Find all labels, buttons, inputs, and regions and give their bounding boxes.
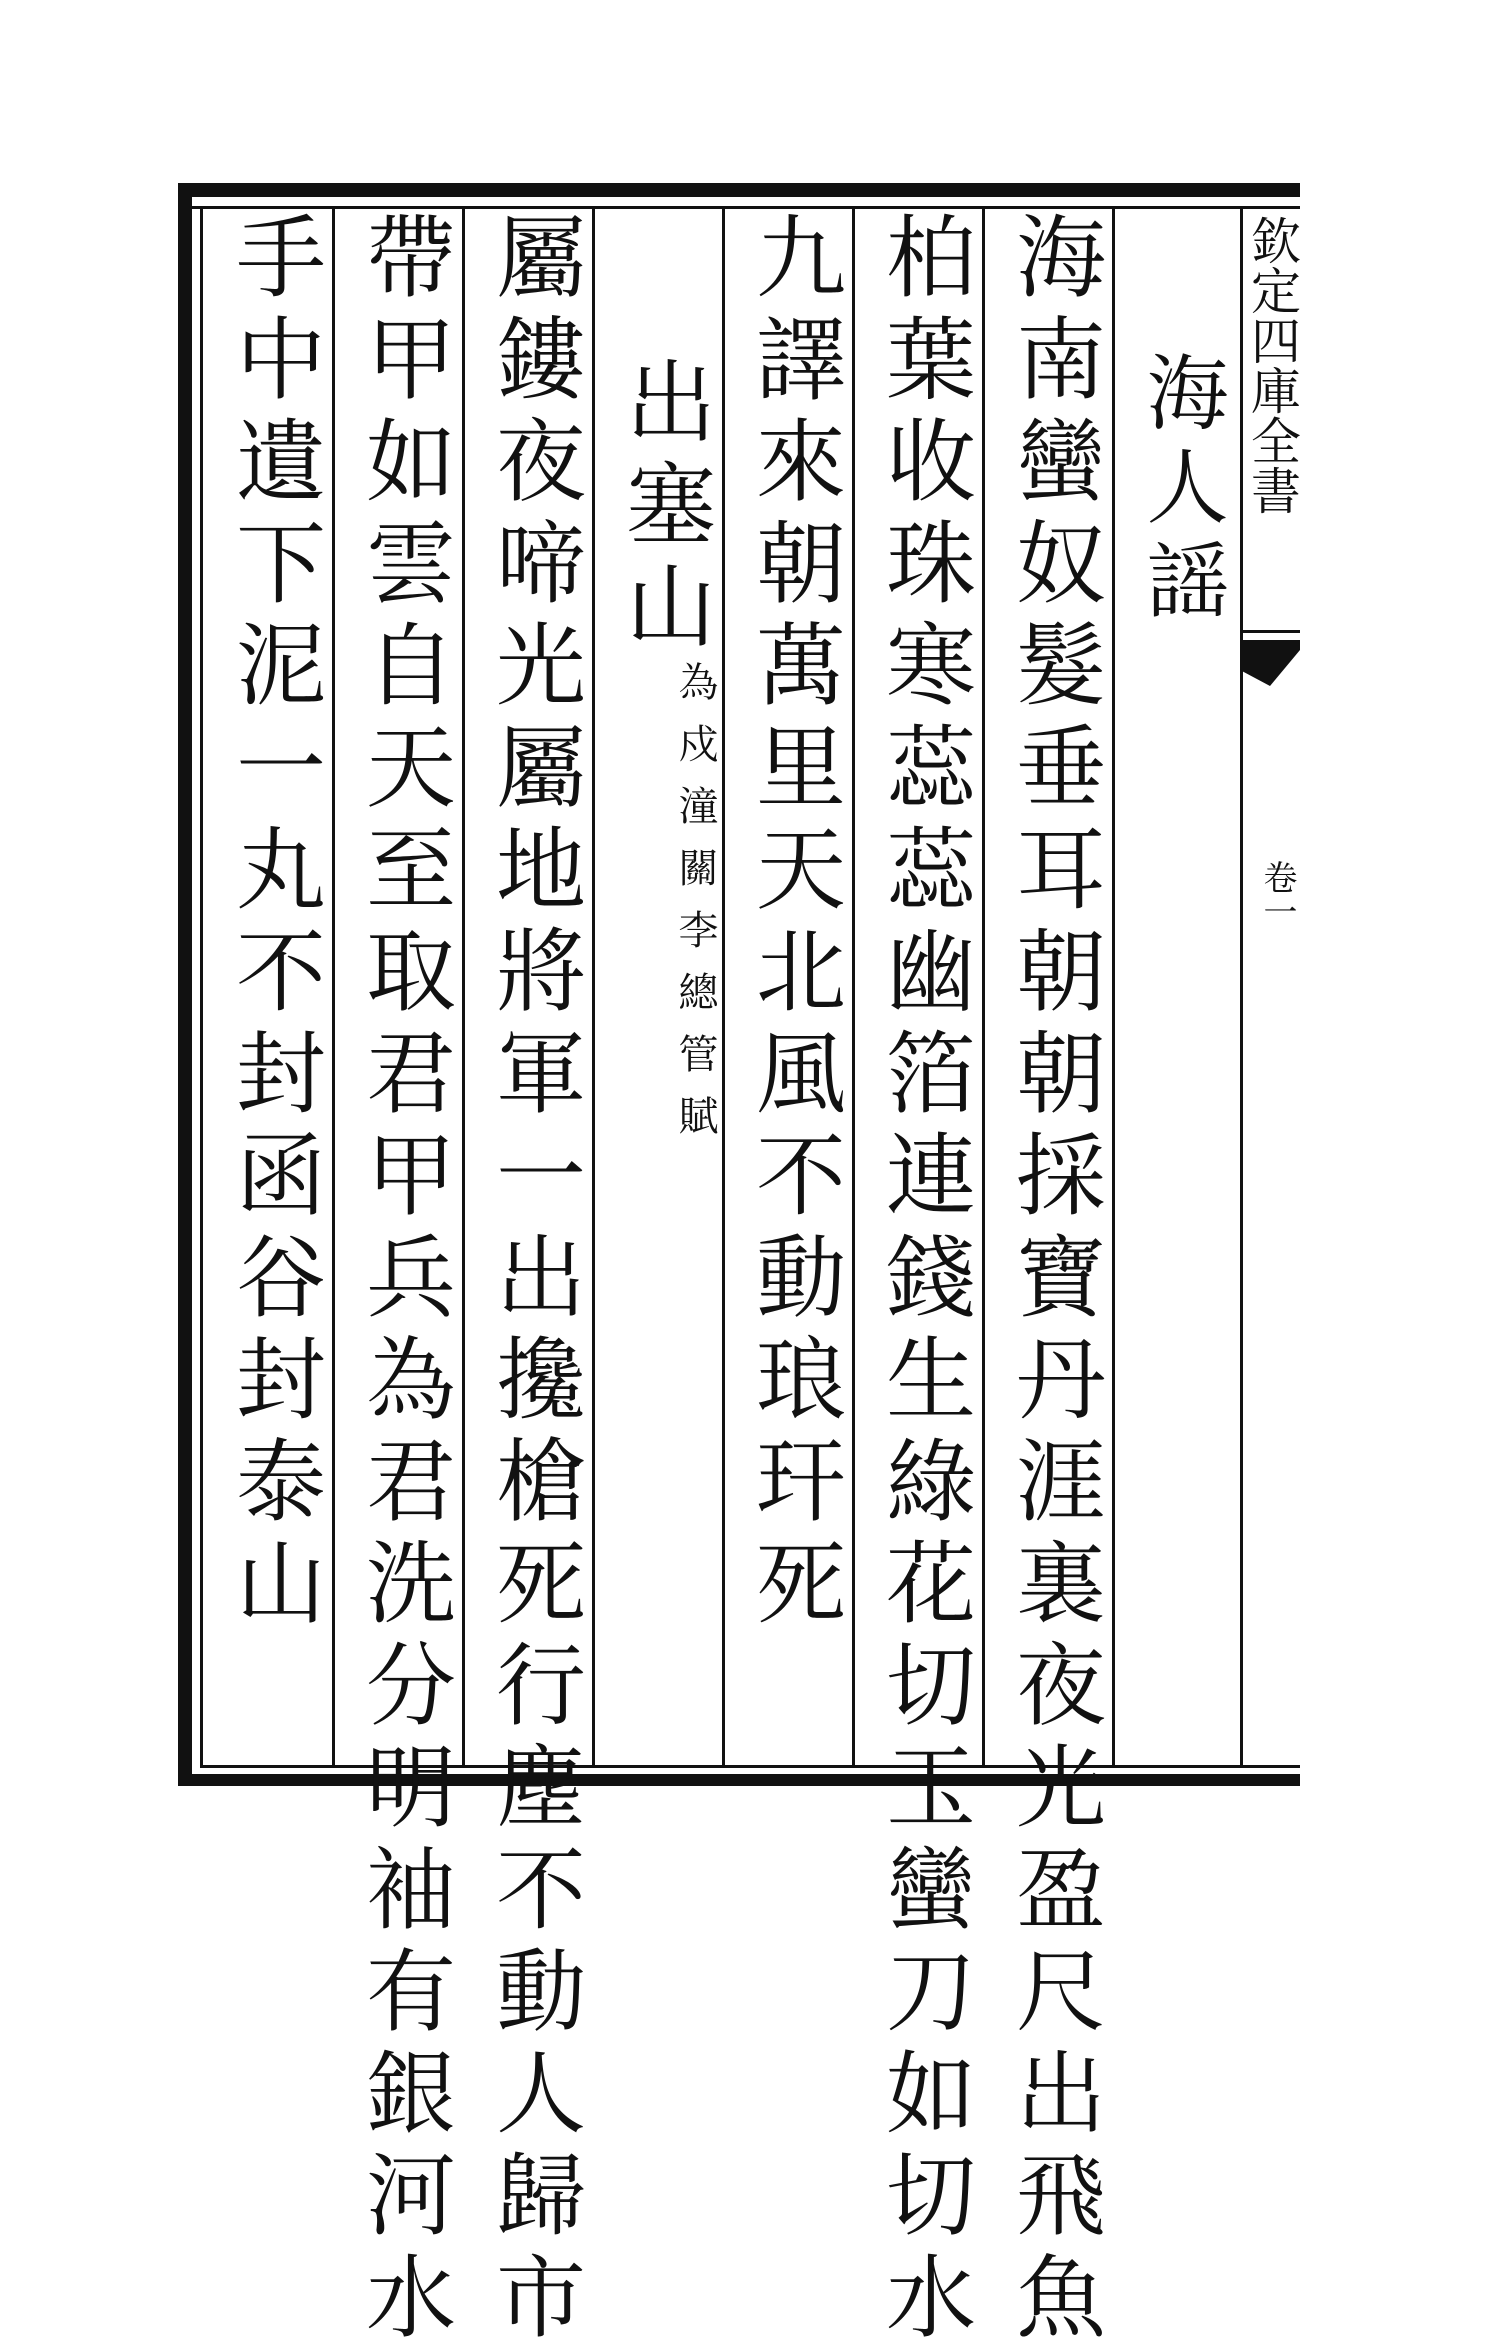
text-column-8: 手中遺下泥一丸不封函谷封泰山 [220, 210, 325, 1638]
frame-left-border [178, 183, 192, 1784]
fish-tail-ornament-icon [1240, 640, 1300, 692]
text-column-7: 帶甲如雲自天至取君甲兵為君洗分明袖有銀河水 [350, 210, 455, 2352]
margin-title-rule [1240, 630, 1300, 633]
text-column-3: 柏葉收珠寒蕊蕊幽箔連錢生綠花切玉蠻刀如切水 [870, 210, 975, 2352]
text-column-4: 九譯來朝萬里天北風不動琅玕死 [740, 210, 845, 1638]
poem-subtitle-note: 為戍潼關李總管賦 [672, 661, 718, 1157]
text-column-2: 海南蠻奴髮垂耳朝朝採寶丹涯裏夜光盈尺出飛魚 [1000, 210, 1105, 2352]
margin-book-title: 欽定四庫全書 [1243, 215, 1301, 515]
frame-top-border [178, 183, 1300, 197]
frame-top-inner-border [178, 206, 1300, 209]
frame-left-inner-border [200, 206, 203, 1768]
margin-volume-label: 卷一 [1257, 860, 1297, 928]
poem-title-haiyao: 海人謡 [1133, 350, 1228, 632]
poem-title-chusaishan: 出塞山為戍潼關李總管賦 [600, 210, 725, 1905]
text-column-6: 屬鏤夜啼光屬地將軍一出攙槍死行塵不動人歸市 [480, 210, 585, 2352]
